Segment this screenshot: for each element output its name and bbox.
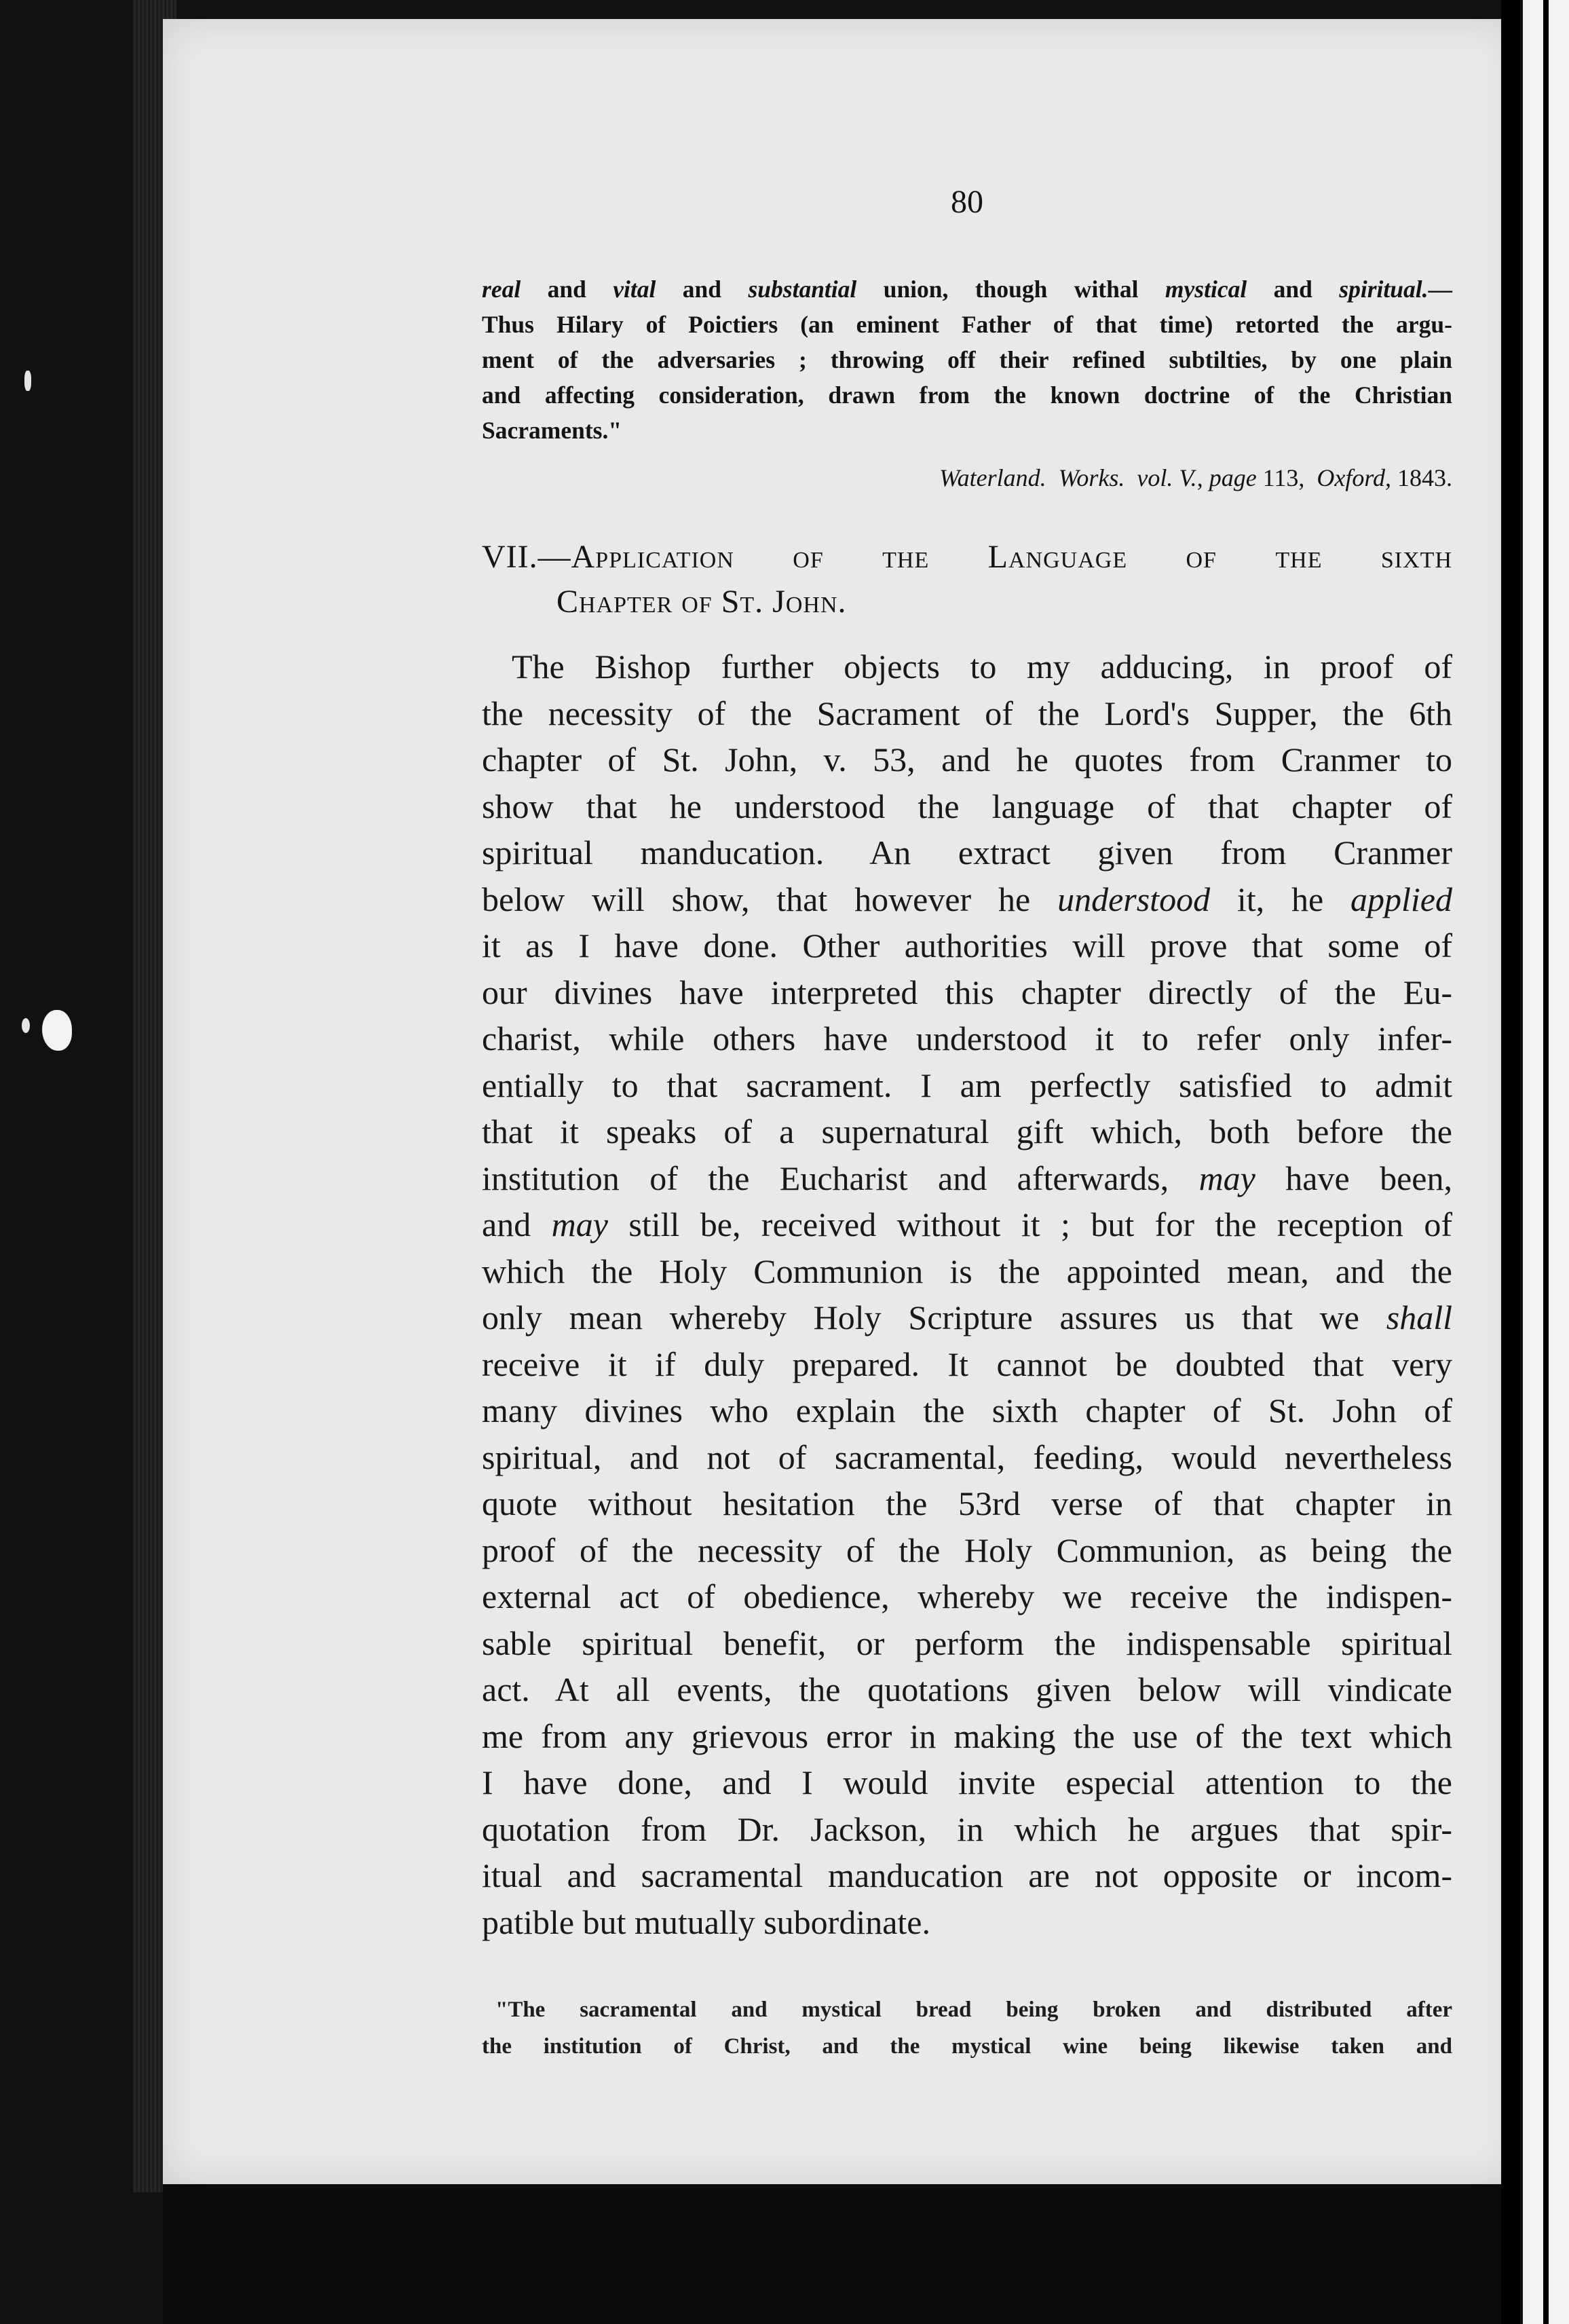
quote-line: and affecting consideration, drawn from the known doctrine of the Christian [482, 381, 1452, 409]
body-line: quote without hesitation the 53rd verse of that chapter in [482, 1484, 1452, 1522]
body-line: itual and sacramental manducation are not opposite or incom- [482, 1856, 1452, 1894]
gutter-bar [1501, 0, 1520, 2324]
body-line: patible but mutually subordinate. [482, 1903, 930, 1941]
block-quote [482, 271, 1452, 448]
body-line: quotation from Dr. Jackson, in which he argues that spir- [482, 1810, 1452, 1848]
body-line: below will show, that however he understood it, he applied [482, 880, 1452, 918]
body-line: only mean whereby Holy Scripture assures us that we shall [482, 1298, 1452, 1336]
body-line: and may still be, received without it ; but for the reception of [482, 1205, 1452, 1243]
section-heading [482, 535, 1452, 624]
body-line: our divines have interpreted this chapter directly of the Eu- [482, 973, 1452, 1011]
page-bottom-shadow [163, 2184, 1517, 2324]
body-line: The Bishop further objects to my adducing, in proof of [512, 648, 1452, 686]
body-text [482, 643, 1452, 1945]
book-page [163, 19, 1517, 2184]
body-line: I have done, and I would invite especial attention to the [482, 1763, 1452, 1801]
body-line: entially to that sacrament. I am perfectly satisfied to admit [482, 1066, 1452, 1104]
facing-page-edge [1523, 0, 1569, 2324]
body-line: institution of the Eucharist and afterwards, may have been, [482, 1159, 1452, 1197]
page-number: 80 [951, 184, 983, 220]
footnote-line: "The sacramental and mystical bread being broken and distributed after [495, 1998, 1452, 2022]
quote-line: ment of the adversaries ; throwing off their refined subtilties, by one plain [482, 346, 1452, 373]
body-line: me from any grievous error in making the use of the text which [482, 1717, 1452, 1755]
quote-line: real and vital and substantial union, though withal mystical and spiritual.— [482, 276, 1452, 303]
body-line: receive it if duly prepared. It cannot be doubted that very [482, 1345, 1452, 1383]
body-line: chapter of St. John, v. 53, and he quotes from Cranmer to [482, 741, 1452, 779]
body-line: show that he understood the language of that chapter of [482, 787, 1452, 825]
footnote [482, 1991, 1452, 2065]
body-line: that it speaks of a supernatural gift which, both before the [482, 1112, 1452, 1150]
body-line: spiritual manducation. An extract given from Cranmer [482, 833, 1452, 872]
footnote-line: the institution of Christ, and the mystical wine being likewise taken and [482, 2034, 1452, 2059]
body-line: charist, while others have understood it to refer only infer- [482, 1019, 1452, 1057]
body-line: act. At all events, the quotations given below will vindicate [482, 1670, 1452, 1708]
body-line: many divines who explain the sixth chapter of St. John of [482, 1391, 1452, 1429]
body-line: external act of obedience, whereby we receive the indispen- [482, 1577, 1452, 1615]
heading-line: VII.—Application of the Language of the sixth [482, 539, 1452, 575]
scan-blot [42, 1010, 72, 1051]
quote-line: Sacraments." [482, 417, 622, 444]
body-line: which the Holy Communion is the appointed mean, and the [482, 1252, 1452, 1290]
citation: Waterland. Works. vol. V., page 113, Oxford, 1843. [939, 464, 1452, 491]
scan-mark [22, 1018, 30, 1033]
body-line: it as I have done. Other authorities will prove that some of [482, 926, 1452, 964]
scan-mark [24, 371, 31, 391]
body-line: the necessity of the Sacrament of the Lord's Supper, the 6th [482, 694, 1452, 732]
body-line: spiritual, and not of sacramental, feeding, would nevertheless [482, 1438, 1452, 1476]
quote-line: Thus Hilary of Poictiers (an eminent Father of that time) retorted the argu- [482, 311, 1452, 338]
facing-page-line [1543, 0, 1549, 2324]
heading-line: Chapter of St. John. [556, 584, 847, 620]
body-line: proof of the necessity of the Holy Communion, as being the [482, 1531, 1452, 1569]
body-line: sable spiritual benefit, or perform the indispensable spiritual [482, 1624, 1452, 1662]
